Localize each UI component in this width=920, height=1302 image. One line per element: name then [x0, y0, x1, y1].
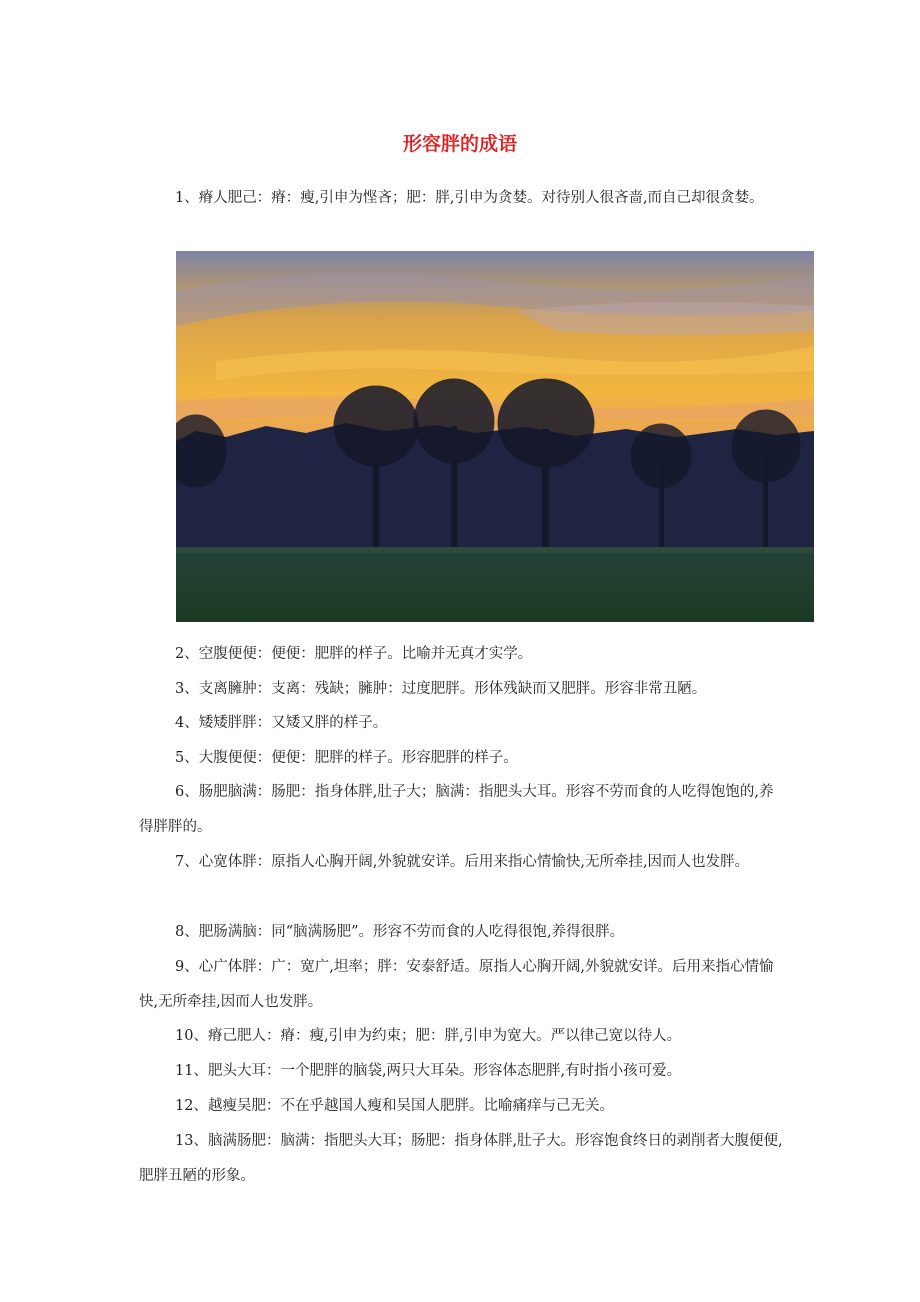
idiom-paragraph-11: 11、肥头大耳：一个肥胖的脑袋,两只大耳朵。形容体态肥胖,有时指小孩可爱。: [175, 1063, 682, 1079]
idiom-paragraph-13: 13、脑满肠肥：脑满：指肥头大耳；肠肥：指身体胖,肚子大。形容饱食终日的剥削者大腹便便,肥胖丑陋的形象。: [139, 1133, 783, 1184]
idiom-paragraph-12: 12、越瘦吴肥：不在乎越国人瘦和吴国人肥胖。比喻痛痒与己无关。: [175, 1098, 614, 1114]
idiom-paragraph-3: 3、支离臃肿：支离：残缺；臃肿：过度肥胖。形体残缺而又肥胖。形容非常丑陋。: [175, 681, 707, 697]
sunset-trees-photo: [176, 251, 814, 622]
idiom-paragraph-9: 9、心广体胖：广：宽广,坦率；胖：安泰舒适。原指人心胸开阔,外貌就安详。后用来指心情愉快,无所牵挂,因而人也发胖。: [139, 959, 774, 1010]
idiom-paragraph-4: 4、矮矮胖胖：又矮又胖的样子。: [175, 715, 388, 731]
idiom-paragraph-7: 7、心宽体胖：原指人心胸开阔,外貌就安详。后用来指心情愉快,无所牵挂,因而人也发胖。: [175, 854, 750, 870]
idiom-paragraph-2: 2、空腹便便：便便：肥胖的样子。比喻并无真才实学。: [175, 646, 533, 662]
idiom-paragraph-6: 6、肠肥脑满：肠肥：指身体胖,肚子大；脑满：指肥头大耳。形容不劳而食的人吃得饱饱的,养得胖胖的。: [139, 784, 774, 835]
page-title: 形容胖的成语: [402, 133, 517, 155]
idiom-paragraph-1: 1、瘠人肥己：瘠：瘦,引申为悭吝；肥：胖,引申为贪婪。对待别人很吝啬,而自己却很贪婪。: [175, 190, 764, 206]
idiom-paragraph-8: 8、肥肠满脑：同“脑满肠肥”。形容不劳而食的人吃得很饱,养得很胖。: [175, 924, 625, 940]
idiom-paragraph-5: 5、大腹便便：便便：肥胖的样子。形容肥胖的样子。: [175, 750, 518, 766]
idiom-paragraph-10: 10、瘠己肥人：瘠：瘦,引申为约束；肥：胖,引申为宽大。严以律己宽以待人。: [175, 1028, 682, 1044]
